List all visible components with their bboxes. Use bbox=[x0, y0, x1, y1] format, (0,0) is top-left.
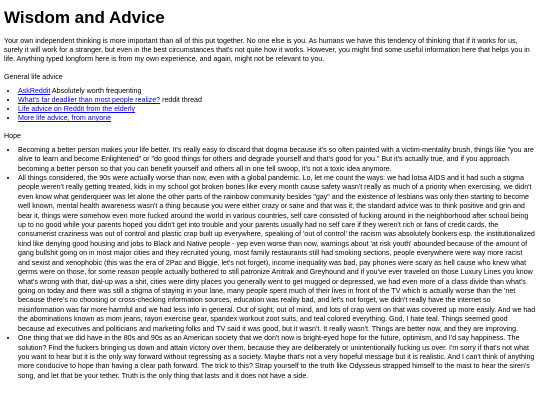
general-advice-heading: General life advice bbox=[4, 72, 63, 81]
list-item bbox=[18, 87, 536, 96]
page-title: Wisdom and Advice bbox=[4, 8, 165, 27]
hope-item: • One thing that we did have in the 80s and 90s as an American society that we don't now is bright-eyed hope for the future, optimism, and I'd say happiness. The solution? Find the fuckers bringing us down and attain victory over them, because they are deliberately or unintentionally fucking us over. I'm sorry if that's not what you want to hear but it is the only way forward without regressing as a society. Maybe that's not a very hopeful message but it is realistic. And I can't think of anything more conducive to hope than having a clear path forward. The trick to this? Strap yourself to the truth like Odysseus strapped himself to the mast to hear the siren's song, and let that be your tether. Truth is the only thing that lasts and it does not have a side. bbox=[18, 334, 536, 381]
hope-item: • All things considered, the 90s were actually worse than now, even with a global pandemic. Lo, let me count the ways: we had lotsa AIDS and it had such a stigma people weren't really getting treated, kids in my school got broken bones like every month cause safety wasn't really as much of a priority when exercising, we didn't even know what genderqueer was let alone the other parts of the rainbow community besides "gay" and the existence of lesbians was only then starting to become well known, mental health awareness wasn't a thing because you were either crazy or sane and that was it; the standard advice was to think positive and grin and bear it, things were somehow even more fucked around the world in various countries, self care consisted of fucking around in the neighborhood after school being up to no good while your parents hoped you didn't get into trouble and your parents usually had no self care if they weren't rich or fans of credit cards, the consumerist craziness was out of control and plastic crap built up everywhere, speaking of 'out of control' the racism was absolutely bonkers esp. the institutionalized kind like denying good housing and jobs to Black and Native people - yep even worse than now, warnings about 'at risk youth' abounded because of the amount of gang bullshit going on in most major cities and they recruited young, most family restaurants still had smoking sections, people everywhere were way more racist and sexist and xenophobic (this was the era of 2Pac and Biggie, let's not forget), income inequality was bad, pay phones were scary as hell cause who knew what germs were on those, for some reason people actually bothered to still patronize Amtrak and Greyhound and if you've ever traveled on those Luxury Lines you know what's wrong with that, dial-up was a shit, cities were dirty places you generally went to get mugged or depressed, we had even more of a class divide than what's going on today and there was still a stigma of staying in your lane, many people spent much of their lives in front of the TV which is actually worse than the 'net because there's no choosing or cross-checking information sources, education was reality bad, and let's not forget, we didn't really have the internet so misinformation was far more harmful and we had less info in general. Out of sight, out of mind, and lots of crap went on that was covered up more easily. And we had the abominations known as mom jeans, rayon exercise gear, spandex workout zoot suits, and teal colored everything. God, I hate teal. Things seemed good because ad executives and politicians and marketing folks and TV said it was good, but it wasn't. It really wasn't. Things are better now, and they are improving. bbox=[18, 174, 536, 334]
intro-paragraph: Your own independent thinking is more important than all of this put together. No one else is you. As humans we have this tendency of thinking that if it works for us, surely it will work for a stranger, but even in the best circumstances that's not quite how it works. However, you might find some useful information here that helps you in life. Anything typed longform here is from my own experience, and again, might not be relevant to you. bbox=[4, 36, 530, 64]
hope-item: • Becoming a better person makes your life better. It's really easy to discard that dogma because it's so often painted with a victim-mentality brush, things like "you are alive to learn and become Enlightened" or "do good things for others and degrade yourself and that's good for you." But it's actually true, and if you approach becoming a better person so that you can benefit yourself and others all in one fell swoop, it's not a toxic idea anymore. bbox=[18, 146, 536, 174]
list-item bbox=[18, 114, 536, 123]
list-item bbox=[18, 96, 536, 105]
askreddit-link[interactable]: AskReddit bbox=[18, 86, 51, 95]
list-item bbox=[18, 105, 536, 114]
deadlier-thread-link[interactable]: What's far deadlier than most people realize? bbox=[18, 96, 161, 105]
elderly-advice-link[interactable]: Life advice on Reddit from the elderly bbox=[18, 105, 136, 114]
general-advice-list bbox=[4, 87, 536, 124]
hope-heading: Hope bbox=[4, 131, 21, 140]
more-advice-link[interactable]: More life advice, from anyone bbox=[18, 114, 112, 123]
list-item-note: reddit thread bbox=[160, 96, 202, 105]
hope-list bbox=[4, 146, 536, 382]
list-item-note: Absolutely worth frequenting bbox=[50, 86, 142, 95]
